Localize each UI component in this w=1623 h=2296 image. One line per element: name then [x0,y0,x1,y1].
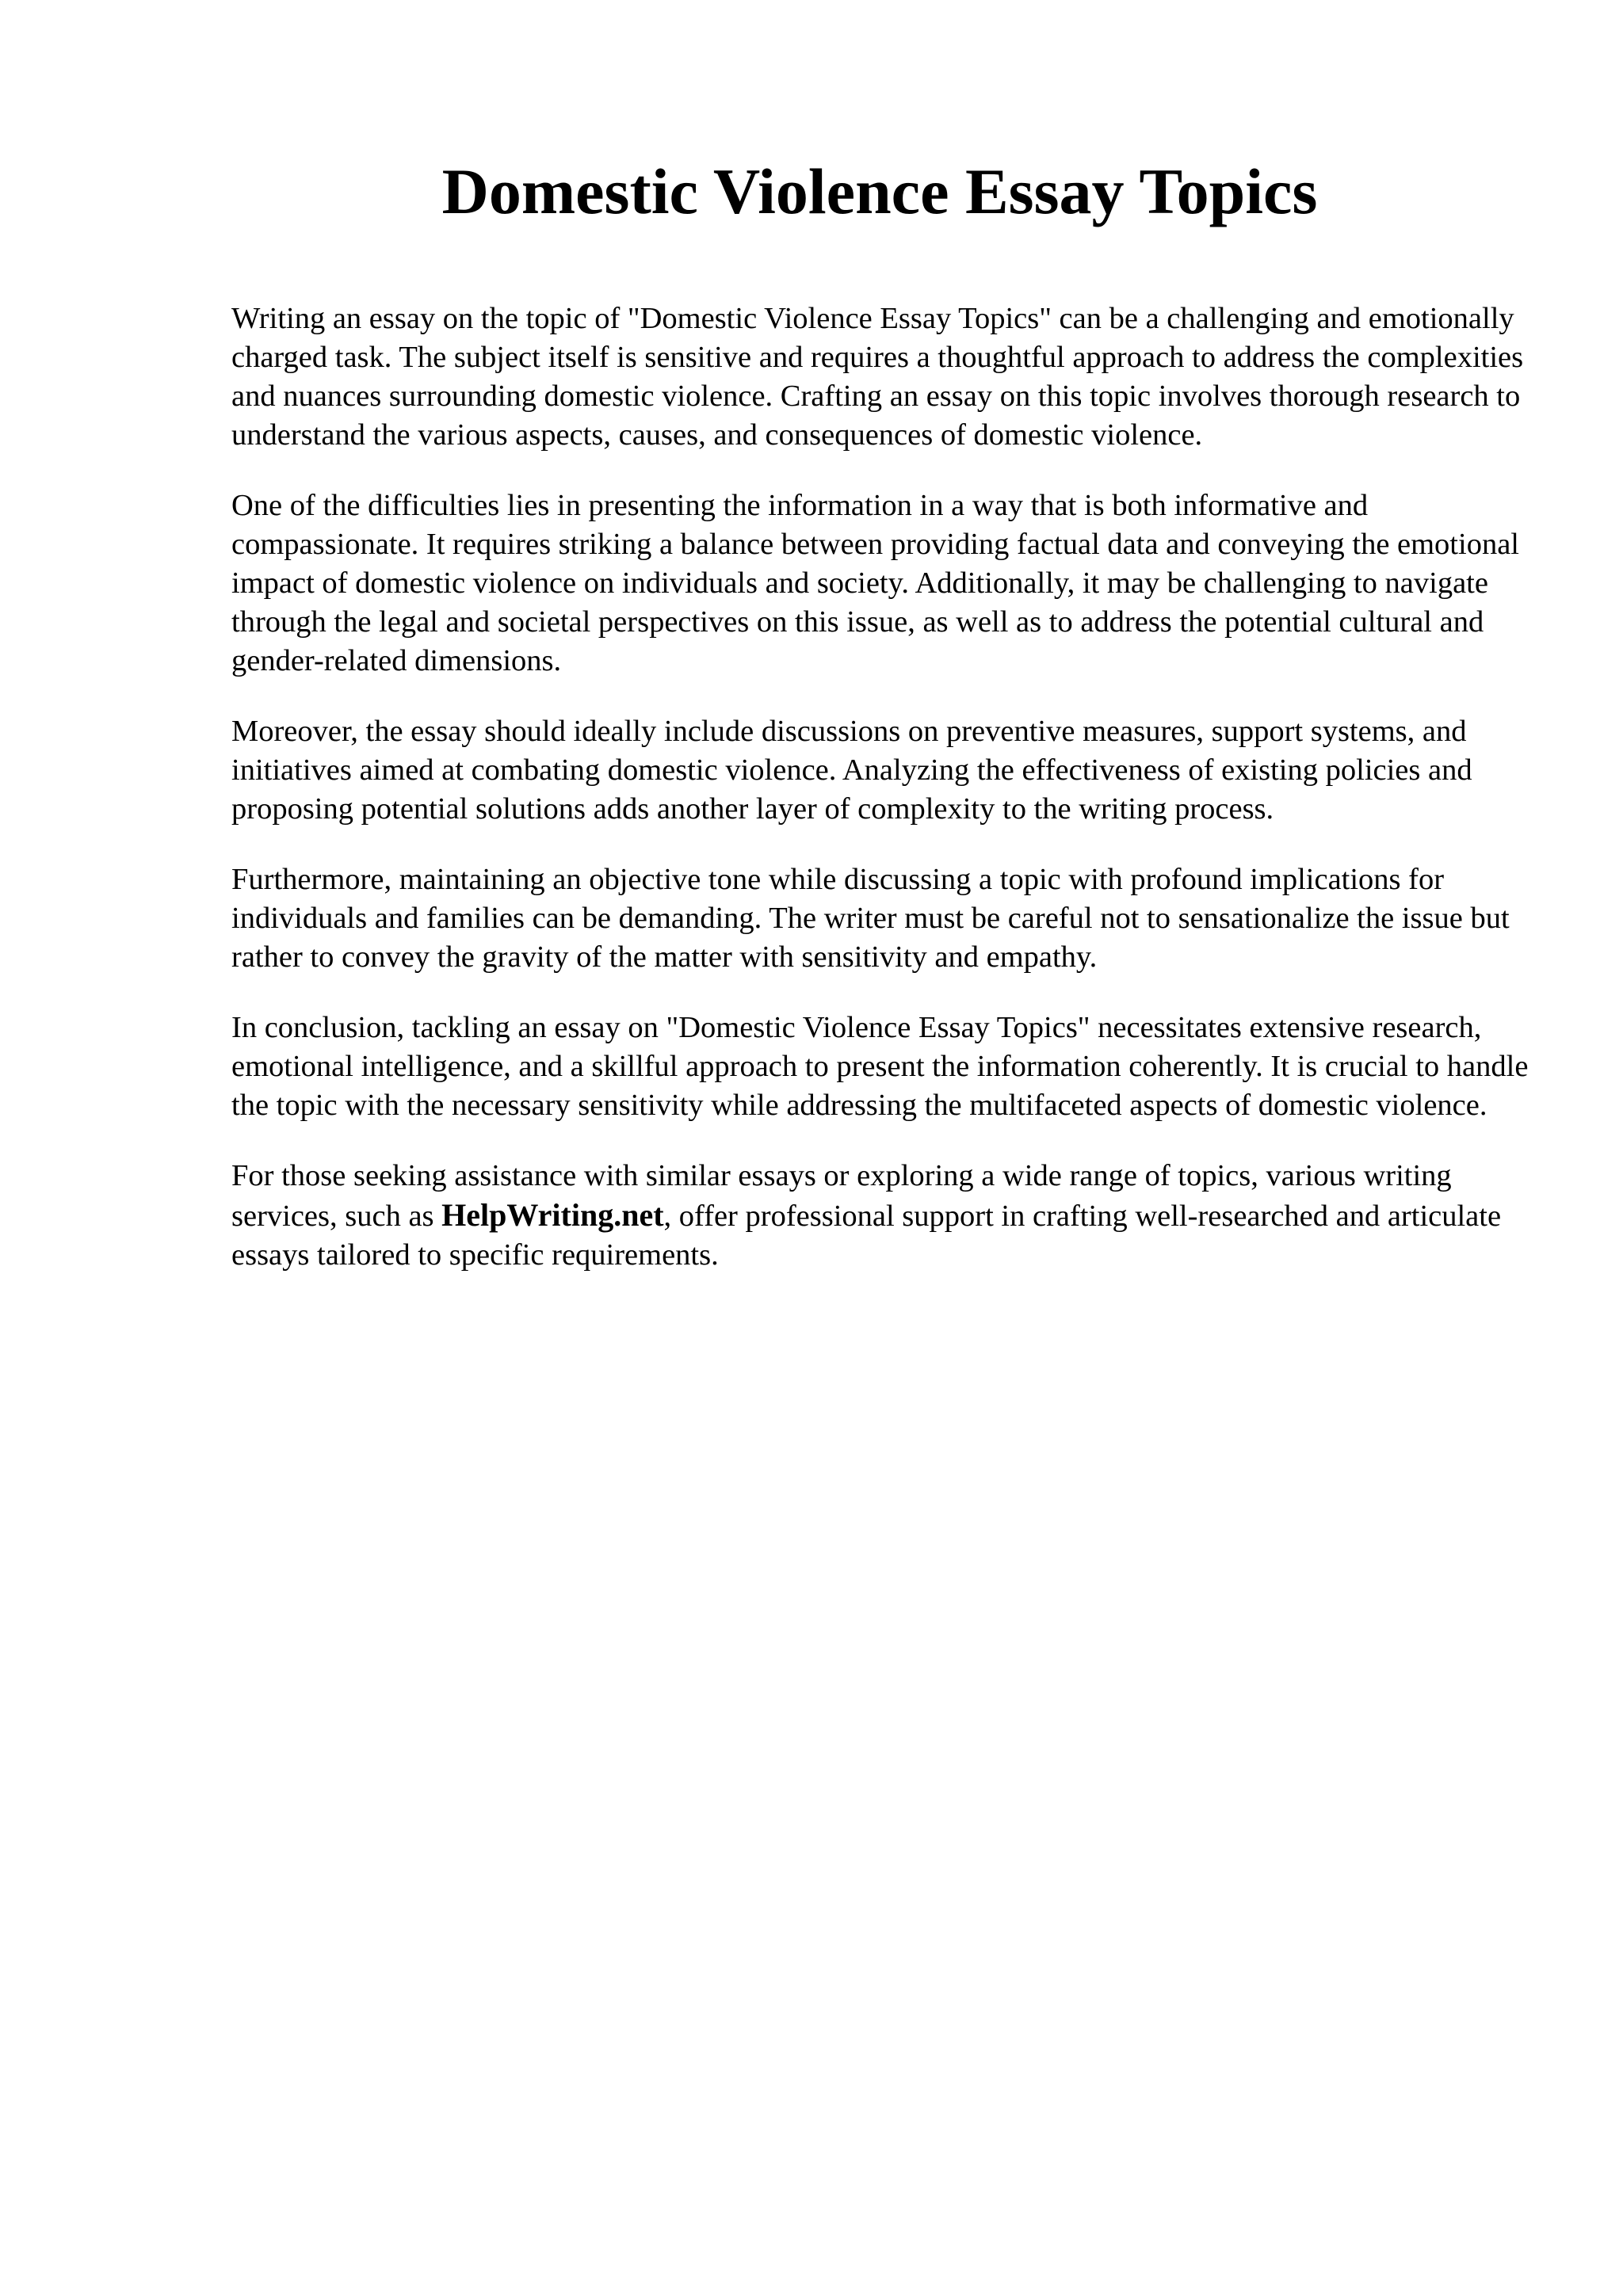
paragraph-closing [231,1157,1539,1275]
paragraph-moreover: Moreover, the essay should ideally include discussions on preventive measures, support systems, and initiatives aimed at combating domestic violence. Analyzing the effectiveness of existing policies and proposing potential solutions adds another layer of complexity to the writing process. [231,715,1472,826]
brand-name: HelpWriting.net [441,1197,664,1233]
paragraph-furthermore: Furthermore, maintaining an objective tone while discussing a topic with profound implications for individuals and families can be demanding. The writer must be careful not to sensationalize the issue but rather to convey the gravity of the matter with sensitivity and empathy. [231,863,1510,974]
closing-text-before: For those seeking assistance with similar essays or exploring a wide range of topics, various writing services, such as [231,1159,1452,1233]
paragraph-difficulties: One of the difficulties lies in presenting the information in a way that is both informative and compassionate. It requires striking a balance between providing factual data and conveying the emotional impact of domestic violence on individuals and society. Additionally, it may be challenging to navigate through the legal and societal perspectives on this issue, as well as to address the potential cultural and gender-related dimensions. [231,489,1519,677]
page-title: Domestic Violence Essay Topics [441,155,1318,227]
paragraph-intro: Writing an essay on the topic of "Domestic Violence Essay Topics" can be a challenging and emotionally charged task. The subject itself is sensitive and requires a thoughtful approach to address the complexities and nuances surrounding domestic violence. Crafting an essay on this topic involves thorough research to understand the various aspects, causes, and consequences of domestic violence. [231,302,1524,452]
paragraph-conclusion: In conclusion, tackling an essay on "Domestic Violence Essay Topics" necessitates extensive research, emotional intelligence, and a skillful approach to present the information coherently. It is crucial to handle the topic with the necessary sensitivity while addressing the multifaceted aspects of domestic violence. [231,1011,1529,1122]
document-body [231,299,1539,1306]
closing-text-after: , offer professional support in crafting well-researched and articulate essays tailored to specific requirements. [231,1199,1502,1272]
